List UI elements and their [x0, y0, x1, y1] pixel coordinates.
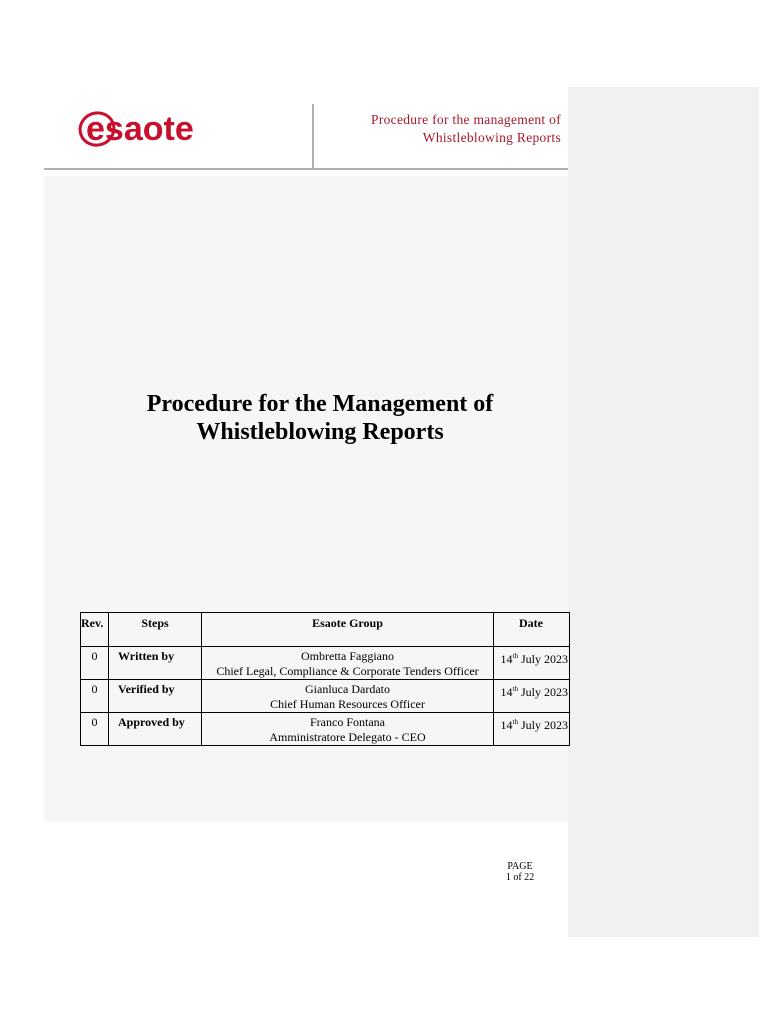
row-step: Approved by — [109, 713, 202, 746]
document-title-line1: Procedure for the Management of — [146, 391, 494, 417]
date-day: 14 — [500, 718, 513, 732]
row-step: Written by — [109, 647, 202, 680]
row-rev: 0 — [81, 713, 109, 746]
table-row — [81, 713, 570, 746]
document-title — [100, 390, 540, 446]
signer-role: Amministratore Delegato - CEO — [269, 730, 426, 744]
header-title — [318, 111, 561, 147]
page-of: 1 of 22 — [505, 872, 535, 883]
row-date — [494, 713, 570, 746]
header-date: Date — [494, 613, 570, 647]
row-date — [494, 647, 570, 680]
table-header-row — [81, 613, 570, 647]
side-panel — [568, 87, 759, 937]
signer-name: Gianluca Dardato — [305, 682, 390, 696]
date-suffix: th — [512, 652, 518, 660]
document-title-line2: Whistleblowing Reports — [196, 419, 444, 445]
signer-role: Chief Legal, Compliance & Corporate Tenders Officer — [216, 664, 479, 678]
header-divider-vertical — [312, 104, 314, 168]
date-rest: July 2023 — [517, 685, 568, 699]
header-steps: Steps — [109, 613, 202, 647]
signer-name: Franco Fontana — [310, 715, 385, 729]
date-suffix: th — [512, 685, 518, 693]
signer-role: Chief Human Resources Officer — [270, 697, 425, 711]
date-rest: July 2023 — [517, 652, 568, 666]
esaote-logo — [78, 104, 238, 150]
row-signer — [202, 647, 494, 680]
row-rev: 0 — [81, 680, 109, 713]
header-rev: Rev. — [81, 613, 109, 647]
row-date — [494, 680, 570, 713]
logo-text: esaote — [86, 110, 194, 148]
table-row — [81, 647, 570, 680]
signer-name: Ombretta Faggiano — [301, 649, 394, 663]
date-day: 14 — [500, 652, 513, 666]
page-label: PAGE — [507, 861, 533, 872]
date-day: 14 — [500, 685, 513, 699]
header-title-line2: Whistleblowing Reports — [422, 130, 561, 145]
header-title-line1: Procedure for the management of — [371, 112, 561, 127]
header-group: Esaote Group — [202, 613, 494, 647]
table-row — [81, 680, 570, 713]
row-signer — [202, 680, 494, 713]
date-rest: July 2023 — [517, 718, 568, 732]
header-divider-horizontal — [44, 168, 568, 170]
date-suffix: th — [512, 718, 518, 726]
row-step: Verified by — [109, 680, 202, 713]
page-number — [500, 861, 540, 883]
row-rev: 0 — [81, 647, 109, 680]
approval-table — [80, 612, 570, 746]
row-signer — [202, 713, 494, 746]
